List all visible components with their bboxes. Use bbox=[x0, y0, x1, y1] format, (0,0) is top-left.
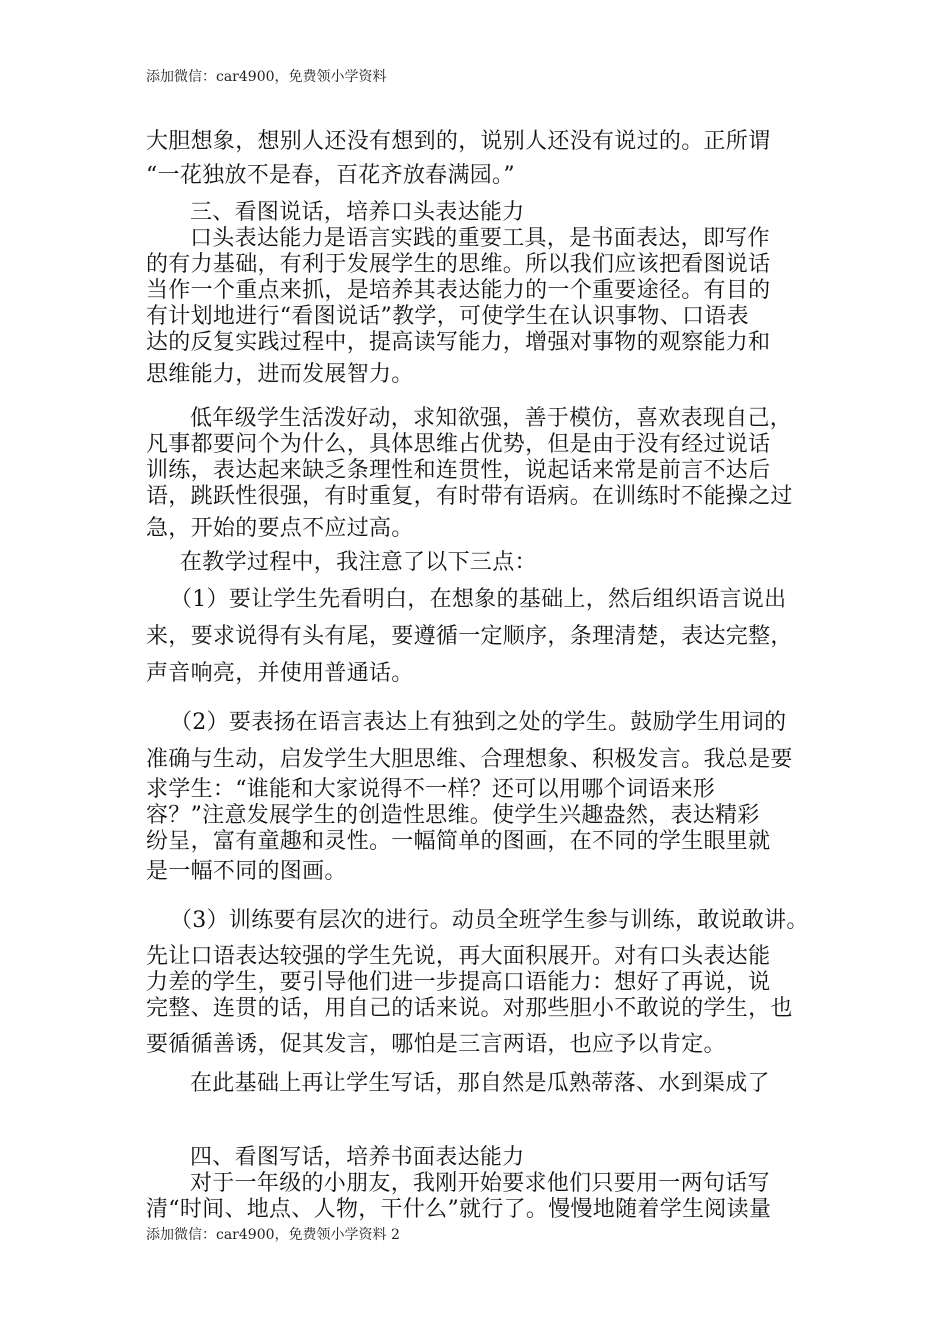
text-line: 先让口语表达较强的学生先说，再大面积展开。对有口头表达能 bbox=[146, 944, 771, 969]
text-line: 当作一个重点来抓，是培养其表达能力的一个重要途径。有目的 bbox=[146, 278, 771, 303]
text-line: 对于一年级的小朋友，我刚开始要求他们只要用一两句话写 bbox=[190, 1171, 770, 1196]
text-line: 有计划地进行“看图说话”教学，可使学生在认识事物、口语表 bbox=[146, 304, 749, 329]
text-line: （2）要表扬在语言表达上有独到之处的学生。鼓励学生用词的 bbox=[170, 710, 787, 735]
page-footer: 添加微信：car4900，免费领小学资料 2 bbox=[146, 1227, 400, 1243]
text-line: 凡事都要问个为什么，具体思维占优势，但是由于没有经过说话 bbox=[146, 432, 771, 457]
text-line: 清“时间、地点、人物，干什么”就行了。慢慢地随着学生阅读量 bbox=[146, 1197, 772, 1222]
text-line: 是一幅不同的图画。 bbox=[146, 859, 347, 884]
text-line: 思维能力，进而发展智力。 bbox=[146, 362, 414, 387]
text-line: 力差的学生，要引导他们进一步提高口语能力：想好了再说，说 bbox=[146, 970, 771, 995]
text-line: 在教学过程中，我注意了以下三点： bbox=[180, 550, 537, 575]
text-line: 口头表达能力是语言实践的重要工具，是书面表达，即写作 bbox=[190, 226, 770, 251]
text-line: 低年级学生活泼好动，求知欲强，善于模仿，喜欢表现自己， bbox=[190, 406, 793, 431]
text-line: 完整、连贯的话，用自己的话来说。对那些胆小不敢说的学生，也 bbox=[146, 996, 793, 1021]
text-line: 准确与生动，启发学生大胆思维、合理想象、积极发言。我总是要 bbox=[146, 747, 793, 772]
text-line: 在此基础上再让学生写话，那自然是瓜熟蒂落、水到渠成了 bbox=[190, 1071, 770, 1096]
text-line: 急，开始的要点不应过高。 bbox=[146, 516, 414, 541]
section-heading: 三、看图说话，培养口头表达能力 bbox=[190, 200, 525, 225]
text-line: 语，跳跃性很强，有时重复，有时带有语病。在训练时不能操之过 bbox=[146, 484, 793, 509]
text-line: （1）要让学生先看明白，在想象的基础上，然后组织语言说出 bbox=[170, 587, 787, 612]
text-line: 声音响亮，并使用普通话。 bbox=[146, 661, 414, 686]
text-line: 求学生：“谁能和大家说得不一样？还可以用哪个词语来形 bbox=[146, 777, 716, 802]
text-line: 纷呈，富有童趣和灵性。一幅简单的图画，在不同的学生眼里就 bbox=[146, 829, 771, 854]
text-line: 要循循善诱，促其发言，哪怕是三言两语，也应予以肯定。 bbox=[146, 1032, 726, 1057]
text-line: （3）训练要有层次的进行。动员全班学生参与训练，敢说敢讲。 bbox=[170, 908, 809, 933]
text-line: “一花独放不是春，百花齐放春满园。” bbox=[146, 163, 515, 188]
text-line: 来，要求说得有头有尾，要遵循一定顺序，条理清楚，表达完整， bbox=[146, 624, 793, 649]
section-heading: 四、看图写话，培养书面表达能力 bbox=[190, 1145, 525, 1170]
text-line: 达的反复实践过程中，提高读写能力，增强对事物的观察能力和 bbox=[146, 330, 771, 355]
text-line: 的有力基础，有利于发展学生的思维。所以我们应该把看图说话 bbox=[146, 252, 771, 277]
text-line: 容？”注意发展学生的创造性思维。使学生兴趣盎然，表达精彩 bbox=[146, 803, 760, 828]
text-line: 训练，表达起来缺乏条理性和连贯性，说起话来常是前言不达后 bbox=[146, 458, 771, 483]
page-header: 添加微信：car4900，免费领小学资料 bbox=[146, 69, 387, 85]
text-line: 大胆想象，想别人还没有想到的，说别人还没有说过的。正所谓 bbox=[146, 129, 771, 154]
